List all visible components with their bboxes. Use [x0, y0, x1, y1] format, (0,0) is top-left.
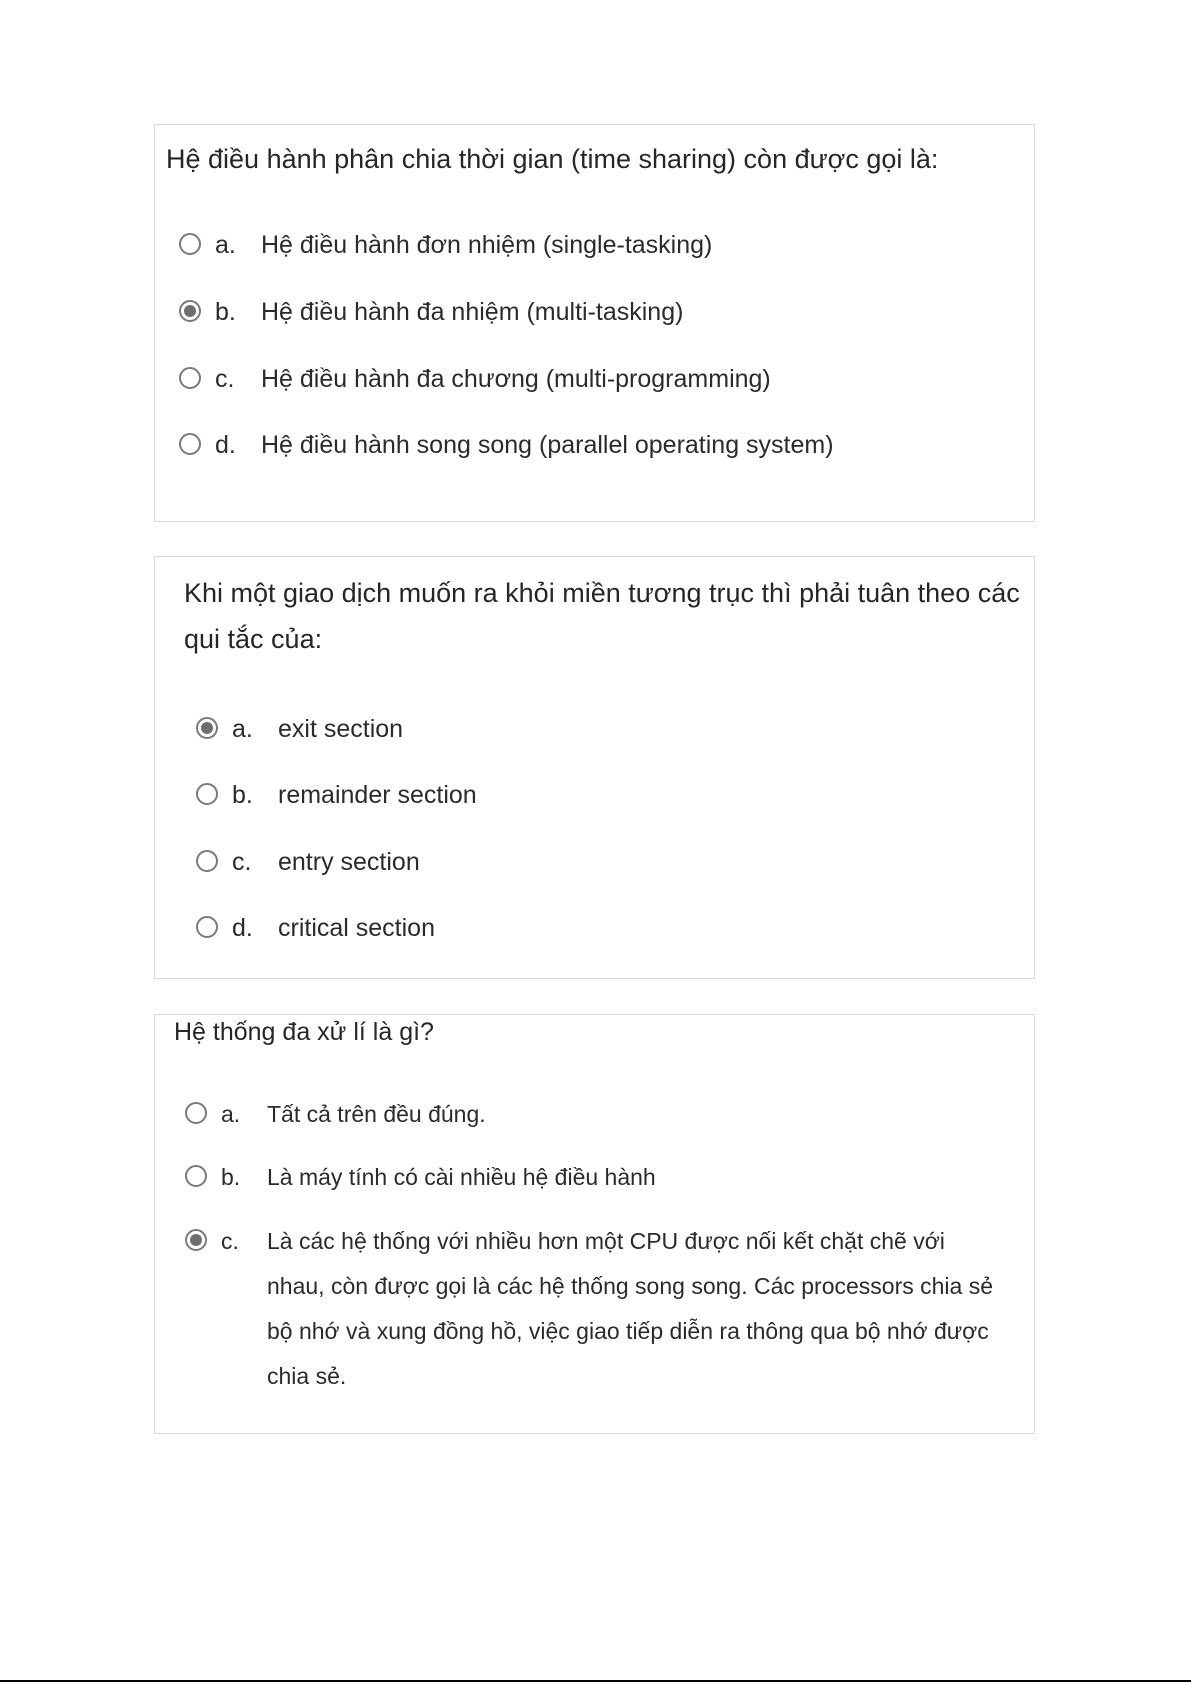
- option-b[interactable]: [185, 1155, 1005, 1200]
- radio-unchecked-icon[interactable]: [179, 433, 201, 455]
- radio-unchecked-icon[interactable]: [185, 1165, 207, 1187]
- option-letter: a.: [215, 231, 236, 259]
- radio-unchecked-icon[interactable]: [179, 367, 201, 389]
- option-d[interactable]: [179, 423, 1009, 467]
- option-label: entry section: [278, 848, 420, 876]
- question-text: Hệ thống đa xử lí là gì?: [174, 1018, 434, 1046]
- option-letter: d.: [232, 914, 253, 942]
- option-label: Tất cả trên đều đúng.: [267, 1101, 486, 1127]
- option-label: Hệ điều hành đa chương (multi-programming): [261, 365, 771, 393]
- option-label: Là máy tính có cài nhiều hệ điều hành: [267, 1164, 656, 1190]
- radio-unchecked-icon[interactable]: [179, 233, 201, 255]
- option-letter: c.: [215, 365, 235, 393]
- option-b[interactable]: [196, 773, 1016, 817]
- radio-unchecked-icon[interactable]: [196, 783, 218, 805]
- option-d[interactable]: [196, 906, 1016, 950]
- option-letter: b.: [221, 1164, 241, 1190]
- option-label: exit section: [278, 715, 404, 743]
- question-text: Hệ điều hành phân chia thời gian (time sharing) còn được gọi là:: [166, 144, 939, 174]
- option-letter: b.: [215, 298, 236, 326]
- radio-checked-icon[interactable]: [196, 717, 218, 739]
- option-c[interactable]: [179, 357, 1009, 401]
- option-label: Hệ điều hành song song (parallel operating system): [261, 431, 834, 459]
- question-text: Khi một giao dịch muốn ra khỏi miền tương trục thì phải tuân theo các qui tắc của:: [184, 578, 1020, 654]
- radio-unchecked-icon[interactable]: [196, 850, 218, 872]
- option-a[interactable]: [179, 223, 1009, 267]
- option-letter: d.: [215, 431, 236, 459]
- question-card-3: [154, 1014, 1035, 1434]
- page-bottom-divider: [0, 1680, 1191, 1682]
- option-letter: c.: [221, 1228, 239, 1254]
- question-card-2: [154, 556, 1035, 979]
- option-label: critical section: [278, 914, 435, 942]
- option-letter: a.: [232, 715, 253, 743]
- option-label: Là các hệ thống với nhiều hơn một CPU được nối kết chặt chẽ với nhau, còn được gọi là các hệ thống song song. Các processors chia sẻ bộ nhớ và xung đồng hồ, việc giao tiếp diễn ra thông qua bộ nhớ được chia sẻ.: [267, 1228, 994, 1389]
- question-card-1: [154, 124, 1035, 522]
- option-letter: a.: [221, 1101, 241, 1127]
- option-a[interactable]: [185, 1092, 1005, 1137]
- radio-checked-icon[interactable]: [179, 300, 201, 322]
- option-letter: c.: [232, 848, 252, 876]
- radio-unchecked-icon[interactable]: [185, 1102, 207, 1124]
- option-c[interactable]: [185, 1219, 1005, 1399]
- option-label: Hệ điều hành đa nhiệm (multi-tasking): [261, 298, 684, 326]
- radio-unchecked-icon[interactable]: [196, 916, 218, 938]
- option-a[interactable]: [196, 707, 1016, 751]
- option-label: remainder section: [278, 781, 477, 809]
- option-c[interactable]: [196, 840, 1016, 884]
- option-letter: b.: [232, 781, 253, 809]
- option-label: Hệ điều hành đơn nhiệm (single-tasking): [261, 231, 713, 259]
- option-b[interactable]: [179, 290, 1009, 334]
- radio-checked-icon[interactable]: [185, 1229, 207, 1251]
